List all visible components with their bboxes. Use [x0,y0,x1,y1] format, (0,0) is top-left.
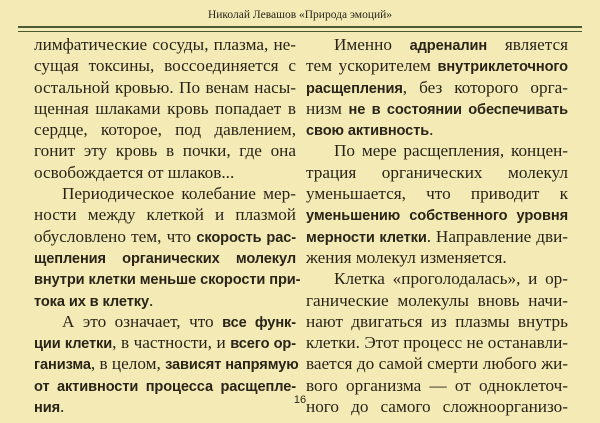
bold-phrase: ния [34,400,61,417]
text-run: остальной кровью. По венам насы- [34,77,296,97]
header-rule [18,26,582,32]
text-line [306,55,568,76]
text-line [34,268,301,289]
bold-phrase: мерности клетки [306,229,427,246]
text-run: ганические молекулы вновь начи- [306,290,568,310]
bold-phrase: щепления органических молекул [34,250,296,267]
text-line [34,98,296,119]
text-line [306,290,568,311]
text-line [306,162,568,183]
text-run: обусловлено тем, что [34,226,197,246]
text-line [34,375,296,396]
text-line [34,332,296,353]
text-line [306,34,568,55]
text-run: ности между клеткой и плазмой [34,205,296,225]
text-run: тем ускорителем [306,56,438,76]
text-line [306,204,568,225]
text-run: трация органических молекул [306,162,568,182]
text-run: гонит эту кровь в почки, где она [34,141,296,161]
text-line [34,119,296,140]
text-line [34,204,296,225]
text-run: лимфатические сосуды, плазма, не- [34,35,296,54]
text-line [34,34,296,55]
text-line [306,140,568,161]
text-line [34,290,296,311]
bold-phrase: тока их в клетку [34,293,149,310]
text-run: . [148,290,154,310]
text-line [306,268,568,289]
right-text-column [306,34,568,417]
text-line [306,183,568,204]
text-run: жения молекул изменяется. [306,247,507,267]
text-run: . Направление дви- [426,226,568,246]
text-run: По мере расщепления, концен- [334,141,568,161]
bold-phrase: ганизма [34,357,91,374]
text-run: , без которого орга- [402,77,568,97]
text-run: ного до самого сложноорганизо- [306,397,568,417]
header-title: Николай Левашов «Природа эмоций» [207,9,393,21]
bold-phrase: внутри клетки меньше скорости при- [34,272,301,289]
text-line [34,140,296,161]
text-line [34,55,296,76]
text-line [34,311,296,332]
text-line [306,98,568,119]
text-run: освобождается от шлаков... [34,162,235,182]
text-line [306,119,568,140]
text-line [34,162,296,183]
text-line [306,375,568,396]
text-line [306,247,568,268]
text-run: вого организма — от одноклеточ- [306,375,568,395]
text-line [34,247,296,268]
text-run: клетки. Этот процесс не останавли- [306,333,568,353]
running-header [0,0,600,30]
text-run: щенная шлаками кровь попадает в [34,98,296,118]
bold-phrase: ции клетки [34,336,113,353]
text-run: Клетка «проголодалась», и ор- [334,269,568,289]
text-run: . [429,120,434,140]
text-line [34,226,296,247]
text-run: А это означает, что [62,311,223,331]
text-run: , в частности, и [112,333,231,353]
text-run: сущая токсины, воссоединяется с [34,56,296,76]
text-run: низм [306,98,349,118]
bold-phrase: не в состоянии обеспечивать [348,101,569,118]
text-run: Именно [334,35,410,54]
bold-phrase: свою активность [306,123,430,140]
text-run: сердце, которое, под давлением, [34,120,296,140]
text-line [306,311,568,332]
text-line [306,353,568,374]
bold-phrase: уменьшению собственного уровня [306,208,568,225]
text-run: нают двигаться из плазмы внутрь [306,311,568,331]
text-line [306,226,568,247]
page-number: 16 [293,394,307,406]
bold-phrase: адреналин [409,38,488,54]
text-run: Периодическое колебание мер- [62,184,296,204]
text-line [306,332,568,353]
bold-phrase: скорость рас- [196,229,296,246]
bold-phrase: всего ор- [230,336,296,353]
bold-phrase: расщепления [306,80,403,97]
text-run: , в целом, [90,354,166,374]
bold-phrase: внутриклеточного [437,59,568,76]
text-run: вается до самой смерти любого жи- [306,354,568,374]
text-run: является [487,35,568,54]
text-line [34,77,296,98]
bold-phrase: от активности процесса расщепле- [34,378,296,395]
text-run: уменьшается, что приводит к [306,184,568,204]
text-line [306,77,568,98]
text-line [34,353,299,374]
text-run: . [60,397,65,417]
bold-phrase: все функ- [222,314,296,331]
bold-phrase: зависят напрямую [165,357,299,374]
text-line [34,183,296,204]
